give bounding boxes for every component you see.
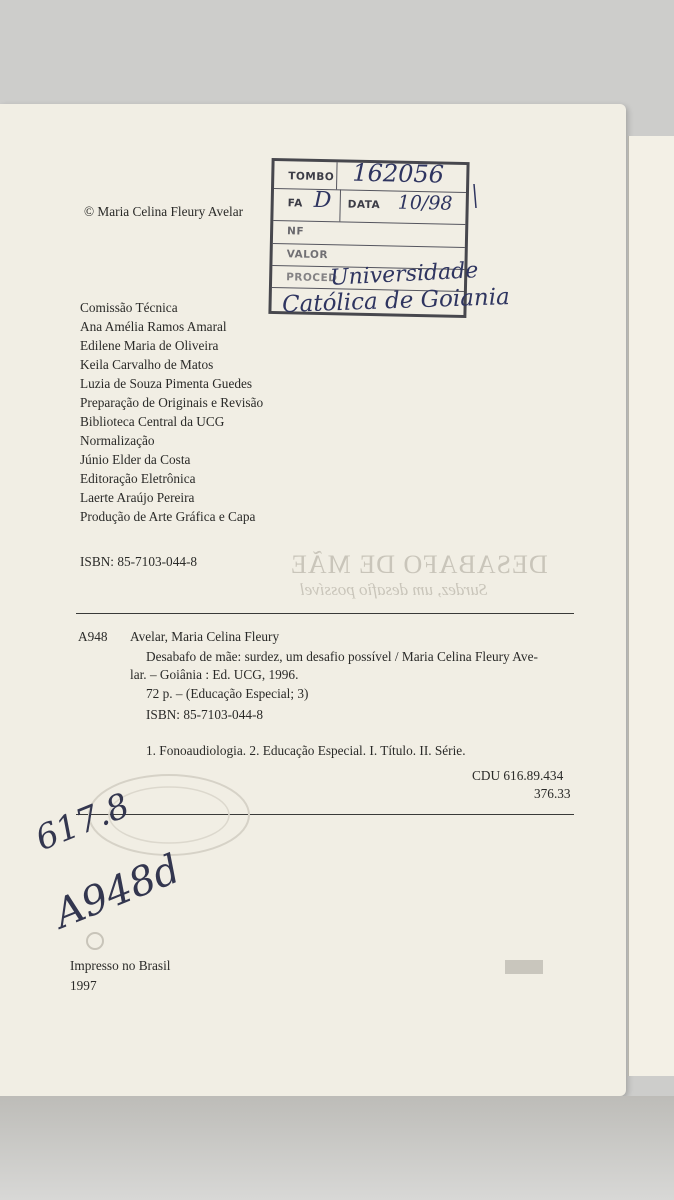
credit-line: Editoração Eletrônica xyxy=(80,471,196,486)
faint-seal-mark xyxy=(84,930,106,952)
credit-line: Preparação de Originais e Revisão xyxy=(80,395,264,410)
handwritten-call-number: 617.8 xyxy=(30,785,136,860)
stamp-tombo-value: 162056 xyxy=(352,158,445,189)
imprint-country: Impresso no Brasil xyxy=(70,958,171,973)
handwritten-university-line2: Católica de Goiania xyxy=(281,284,511,318)
credit-line: Keila Carvalho de Matos xyxy=(80,357,214,372)
stamp-data-value: 10/98 xyxy=(397,191,453,215)
stamp-row-line xyxy=(273,243,465,248)
credits-block xyxy=(80,298,263,526)
catalog-title-line2: lar. – Goiânia : Ed. UCG, 1996. xyxy=(130,667,299,682)
stamp-valor-label: VALOR xyxy=(286,248,329,262)
catalog-isbn: ISBN: 85-7103-044-8 xyxy=(146,707,264,722)
catalog-cdu-sub: 376.33 xyxy=(534,786,571,801)
catalog-cdu: CDU 616.89.434 xyxy=(472,768,564,783)
stamp-divider xyxy=(339,189,341,221)
copyright-line: © Maria Celina Fleury Avelar xyxy=(84,204,244,219)
catalog-subjects: 1. Fonoaudiologia. 2. Educação Especial. I. Título. II. Série. xyxy=(146,743,466,758)
stamp-tombo-label: TOMBO xyxy=(288,170,335,184)
credit-line: Comissão Técnica xyxy=(80,300,178,315)
catalog-call-number: A948 xyxy=(78,629,108,644)
background-surface xyxy=(0,1096,674,1200)
credit-line: Edilene Maria de Oliveira xyxy=(80,338,219,353)
stamp-nf-label: NF xyxy=(286,225,305,238)
catalog-title-line1: Desabafo de mãe: surdez, um desafio possível / Maria Celina Fleury Ave- xyxy=(146,649,538,664)
stamp-fa-label: FA xyxy=(287,197,303,210)
catalog-author: Avelar, Maria Celina Fleury xyxy=(130,629,280,644)
bleed-through-subtitle: Surdez, um desafio possível xyxy=(300,580,488,599)
stamp-row-line xyxy=(273,220,465,225)
catalog-pages: 72 p. – (Educação Especial; 3) xyxy=(146,686,309,701)
stamp-proced-label: PROCED xyxy=(286,271,338,285)
handwritten-cutter-number: A948d xyxy=(48,845,187,938)
stamp-divider xyxy=(336,162,338,189)
stamp-data-label: DATA xyxy=(347,198,381,212)
stamp-fa-value: D xyxy=(313,187,332,214)
bleed-through-mark xyxy=(505,960,543,974)
bleed-through-title: DESABAFO DE MÃE xyxy=(290,550,548,579)
credit-line: Biblioteca Central da UCG xyxy=(80,414,225,429)
credit-line: Ana Amélia Ramos Amaral xyxy=(80,319,227,334)
credit-line: Produção de Arte Gráfica e Capa xyxy=(80,509,256,524)
isbn-line: ISBN: 85-7103-044-8 xyxy=(80,554,198,569)
handwritten-university: Universidade xyxy=(329,258,479,291)
catalog-top-rule xyxy=(76,613,574,614)
imprint-year: 1997 xyxy=(70,978,97,993)
credit-line: Laerte Araújo Pereira xyxy=(80,490,195,505)
credit-line: Júnio Elder da Costa xyxy=(80,452,191,467)
adjacent-page-edge xyxy=(628,136,674,1076)
pen-tick-mark xyxy=(470,182,480,212)
credit-line: Normalização xyxy=(80,433,155,448)
credit-line: Luzia de Souza Pimenta Guedes xyxy=(80,376,253,391)
